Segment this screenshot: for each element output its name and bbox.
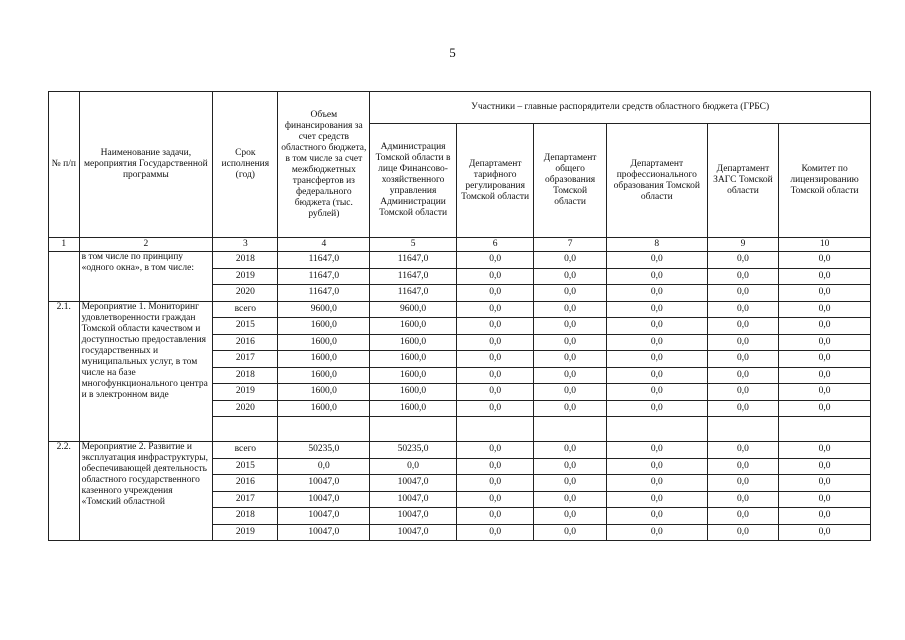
amount-cell: 0,0 [456,442,534,459]
amount-cell: 0,0 [779,475,871,492]
column-number-row [49,238,871,252]
amount-cell: 0,0 [707,268,778,285]
header-term: Срок исполнения (год) [213,92,278,238]
amount-cell: 0,0 [456,458,534,475]
amount-cell: 0,0 [606,384,707,401]
amount-cell: 0,0 [534,252,606,269]
amount-cell: 0,0 [534,475,606,492]
amount-cell: 0,0 [707,442,778,459]
amount-cell: 0,0 [534,442,606,459]
amount-cell: 0,0 [779,367,871,384]
amount-cell: 0,0 [707,351,778,368]
amount-cell: 0,0 [278,458,370,475]
amount-cell: 0,0 [606,524,707,541]
header-participant-5: Департамент ЗАГС Томской области [707,124,778,238]
amount-cell: 0,0 [534,351,606,368]
empty-cell [213,429,278,442]
amount-cell: 0,0 [456,252,534,269]
amount-cell: 11647,0 [370,252,457,269]
amount-cell: 11647,0 [278,285,370,302]
amount-cell: 1600,0 [370,351,457,368]
amount-cell: 0,0 [707,400,778,417]
year-cell: 2017 [213,491,278,508]
amount-cell: 0,0 [456,508,534,525]
amount-cell: 0,0 [534,334,606,351]
empty-cell [213,417,278,430]
amount-cell: 0,0 [779,491,871,508]
amount-cell: 0,0 [456,384,534,401]
amount-cell: 0,0 [707,301,778,318]
measure-name: Мероприятие 2. Развитие и эксплуатация инфраструктуры, обеспечивающей деятельность областного государственного казенного учреждения «Томский областной [79,442,213,541]
empty-cell [534,429,606,442]
column-number: 10 [779,238,871,252]
row-number: 2.1. [49,301,80,442]
amount-cell: 0,0 [606,508,707,525]
amount-cell: 0,0 [456,285,534,302]
empty-cell [606,417,707,430]
amount-cell: 0,0 [606,301,707,318]
amount-cell: 0,0 [779,400,871,417]
financing-table [48,91,871,541]
amount-cell: 10047,0 [278,524,370,541]
amount-cell: 0,0 [779,442,871,459]
amount-cell: 0,0 [606,252,707,269]
amount-cell: 0,0 [534,491,606,508]
amount-cell: 0,0 [534,458,606,475]
measure-name: Мероприятие 1. Мониторинг удовлетворенности граждан Томской области качеством и доступностью предоставления государственных и муниципальных услуг, в том числе на базе многофункционального центра и в электронном виде [79,301,213,442]
amount-cell: 1600,0 [370,400,457,417]
amount-cell: 1600,0 [370,318,457,335]
amount-cell: 0,0 [606,475,707,492]
year-cell: 2015 [213,458,278,475]
amount-cell: 11647,0 [370,268,457,285]
year-cell: 2018 [213,252,278,269]
amount-cell: 0,0 [456,524,534,541]
table-row [49,442,871,459]
amount-cell: 0,0 [606,367,707,384]
amount-cell: 0,0 [534,285,606,302]
empty-cell [456,429,534,442]
amount-cell: 0,0 [707,524,778,541]
amount-cell: 10047,0 [370,491,457,508]
amount-cell: 1600,0 [278,384,370,401]
column-number: 7 [534,238,606,252]
measure-name: в том числе по принципу «одного окна», в том числе: [79,252,213,302]
year-cell: всего [213,442,278,459]
amount-cell: 0,0 [707,334,778,351]
amount-cell: 9600,0 [278,301,370,318]
year-cell: 2016 [213,334,278,351]
amount-cell: 0,0 [779,285,871,302]
amount-cell: 10047,0 [278,491,370,508]
amount-cell: 0,0 [534,268,606,285]
amount-cell: 10047,0 [370,524,457,541]
amount-cell: 0,0 [606,351,707,368]
column-number: 4 [278,238,370,252]
empty-cell [370,417,457,430]
table-row [49,301,871,318]
empty-cell [707,417,778,430]
year-cell: 2020 [213,285,278,302]
amount-cell: 0,0 [779,384,871,401]
amount-cell: 0,0 [707,508,778,525]
amount-cell: 11647,0 [278,252,370,269]
amount-cell: 0,0 [779,252,871,269]
empty-cell [534,417,606,430]
amount-cell: 0,0 [707,367,778,384]
year-cell: всего [213,301,278,318]
amount-cell: 0,0 [534,318,606,335]
empty-cell [779,429,871,442]
amount-cell: 1600,0 [278,318,370,335]
amount-cell: 50235,0 [278,442,370,459]
year-cell: 2019 [213,384,278,401]
amount-cell: 0,0 [606,458,707,475]
table-row [49,252,871,269]
amount-cell: 0,0 [606,334,707,351]
year-cell: 2020 [213,400,278,417]
amount-cell: 50235,0 [370,442,457,459]
year-cell: 2019 [213,268,278,285]
amount-cell: 0,0 [779,301,871,318]
table-header [49,92,871,252]
amount-cell: 0,0 [779,268,871,285]
amount-cell: 0,0 [606,491,707,508]
amount-cell: 0,0 [779,318,871,335]
column-number: 6 [456,238,534,252]
column-number: 3 [213,238,278,252]
amount-cell: 0,0 [707,318,778,335]
empty-cell [278,417,370,430]
amount-cell: 10047,0 [370,508,457,525]
empty-cell [370,429,457,442]
amount-cell: 1600,0 [278,400,370,417]
year-cell: 2015 [213,318,278,335]
amount-cell: 9600,0 [370,301,457,318]
header-volume: Объем финансирования за счет средств областного бюджета, в том числе за счет межбюджетных трансфертов из федерального бюджета (тыс. рублей) [278,92,370,238]
header-participants: Участники – главные распорядители средств областного бюджета (ГРБС) [370,92,871,124]
empty-cell [456,417,534,430]
amount-cell: 1600,0 [370,384,457,401]
column-number: 9 [707,238,778,252]
amount-cell: 1600,0 [278,351,370,368]
amount-cell: 0,0 [456,301,534,318]
empty-cell [278,429,370,442]
year-cell: 2018 [213,367,278,384]
amount-cell: 11647,0 [370,285,457,302]
amount-cell: 0,0 [707,384,778,401]
amount-cell: 0,0 [606,268,707,285]
header-name: Наименование задачи, мероприятия Государственной программы [79,92,213,238]
header-participant-3: Департамент общего образования Томской области [534,124,606,238]
amount-cell: 0,0 [534,367,606,384]
amount-cell: 10047,0 [278,508,370,525]
amount-cell: 0,0 [456,268,534,285]
header-num: № п/п [49,92,80,238]
amount-cell: 0,0 [456,400,534,417]
column-number: 1 [49,238,80,252]
row-number: 2.2. [49,442,80,541]
empty-cell [707,429,778,442]
header-participant-4: Департамент профессионального образования Томской области [606,124,707,238]
amount-cell: 0,0 [707,491,778,508]
table-body [49,252,871,541]
amount-cell: 0,0 [534,301,606,318]
header-participant-6: Комитет по лицензированию Томской области [779,124,871,238]
amount-cell: 0,0 [707,252,778,269]
empty-cell [606,429,707,442]
year-cell: 2016 [213,475,278,492]
year-cell: 2018 [213,508,278,525]
amount-cell: 0,0 [456,334,534,351]
page-number: 5 [449,45,456,60]
amount-cell: 1600,0 [278,367,370,384]
amount-cell: 0,0 [779,524,871,541]
amount-cell: 0,0 [534,400,606,417]
column-number: 5 [370,238,457,252]
amount-cell: 0,0 [779,508,871,525]
amount-cell: 0,0 [779,334,871,351]
header-participant-1: Администрация Томской области в лице Финансово-хозяйственного управления Администрации Томской области [370,124,457,238]
amount-cell: 0,0 [456,367,534,384]
amount-cell: 0,0 [707,475,778,492]
amount-cell: 1600,0 [370,334,457,351]
amount-cell: 0,0 [534,524,606,541]
amount-cell: 0,0 [456,475,534,492]
amount-cell: 0,0 [606,285,707,302]
amount-cell: 10047,0 [278,475,370,492]
column-number: 8 [606,238,707,252]
amount-cell: 0,0 [779,351,871,368]
amount-cell: 0,0 [779,458,871,475]
amount-cell: 0,0 [456,351,534,368]
amount-cell: 0,0 [606,318,707,335]
row-number [49,252,80,302]
amount-cell: 0,0 [534,384,606,401]
amount-cell: 0,0 [606,442,707,459]
amount-cell: 0,0 [456,491,534,508]
year-cell: 2019 [213,524,278,541]
amount-cell: 0,0 [370,458,457,475]
amount-cell: 0,0 [606,400,707,417]
amount-cell: 0,0 [707,285,778,302]
column-number: 2 [79,238,213,252]
amount-cell: 0,0 [534,508,606,525]
amount-cell: 10047,0 [370,475,457,492]
header-participant-2: Департамент тарифного регулирования Томской области [456,124,534,238]
amount-cell: 1600,0 [370,367,457,384]
empty-cell [779,417,871,430]
amount-cell: 11647,0 [278,268,370,285]
amount-cell: 1600,0 [278,334,370,351]
year-cell: 2017 [213,351,278,368]
amount-cell: 0,0 [456,318,534,335]
amount-cell: 0,0 [707,458,778,475]
